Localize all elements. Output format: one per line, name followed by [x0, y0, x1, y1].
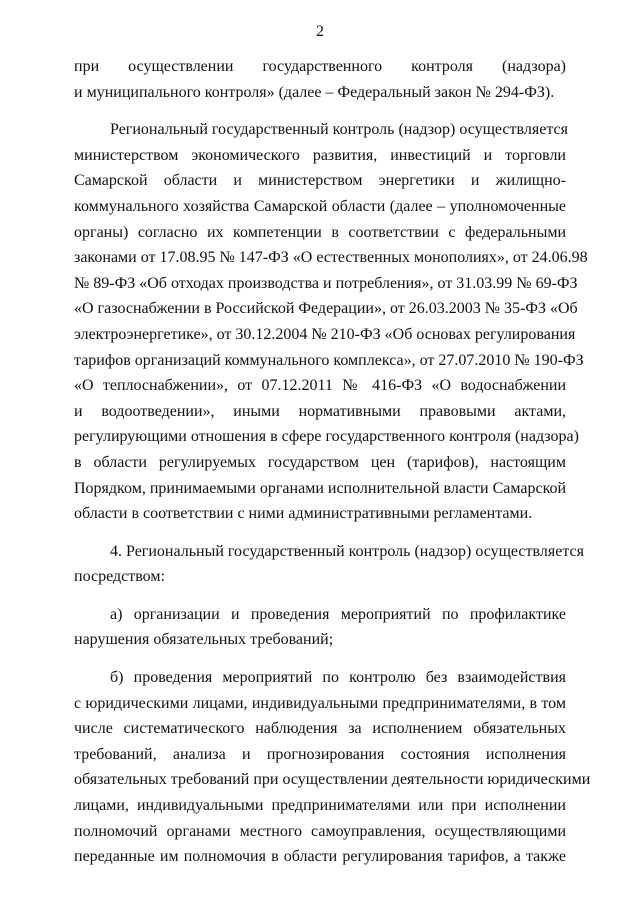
text-line: 4. Региональный государственный контроль (надзор) осуществляется: [110, 542, 584, 560]
text-line: Порядком, принимаемыми органами исполнительной власти Самарской: [74, 479, 567, 497]
text-line: Самарской области и министерством энергетики и жилищно-: [74, 172, 566, 190]
text-line: обязательных требований при осуществлении деятельности юридическими: [74, 771, 591, 789]
paragraph-3: [74, 539, 584, 590]
text-line: Региональный государственный контроль (надзор) осуществляется: [110, 121, 568, 139]
paragraph-5: [74, 665, 591, 870]
document-body: [74, 54, 591, 870]
text-line: «О газоснабжении в Российской Федерации», от 26.03.2003 № 35-ФЗ «Об: [74, 300, 578, 318]
text-line: требований, анализа и прогнозирования состояния исполнения: [74, 745, 566, 763]
text-line: № 89-ФЗ «Об отходах производства и потребления», от 31.03.99 № 69-ФЗ: [74, 274, 578, 292]
text-line: лицами, индивидуальными предпринимателями или при исполнении: [74, 797, 566, 815]
text-line: и водоотведении», иными нормативными правовыми актами,: [74, 402, 566, 420]
text-line: и муниципального контроля» (далее – Федеральный закон № 294-ФЗ).: [74, 83, 555, 101]
text-line: «О теплоснабжении», от 07.12.2011 № 416-ФЗ «О водоснабжении: [74, 377, 566, 395]
text-line: полномочий органами местного самоуправления, осуществляющими: [74, 822, 566, 840]
text-line: области в соответствии с ними административными регламентами.: [74, 505, 533, 523]
text-line: переданные им полномочия в области регулирования тарифов, а также: [74, 848, 566, 866]
text-line: в области регулируемых государством цен (тарифов), настоящим: [74, 453, 566, 471]
paragraph-2: [74, 117, 588, 527]
text-line: числе систематического наблюдения за исполнением обязательных: [74, 720, 566, 738]
text-line: а) организации и проведения мероприятий по профилактике: [110, 605, 566, 623]
text-line: коммунального хозяйства Самарской области (далее – уполномоченные: [74, 197, 566, 215]
text-line: министерством экономического развития, инвестиций и торговли: [74, 146, 566, 164]
text-line: при осуществлении государственного контроля (надзора): [74, 58, 566, 75]
text-line: посредством:: [74, 568, 165, 586]
page-number: 2: [316, 23, 324, 40]
text-line: электроэнергетике», от 30.12.2004 № 210-ФЗ «Об основах регулирования: [74, 325, 576, 343]
text-line: с юридическими лицами, индивидуальными предпринимателями, в том: [74, 694, 566, 712]
text-line: органы) согласно их компетенции в соответствии с федеральными: [74, 223, 566, 241]
paragraph-1: [74, 54, 566, 105]
text-line: нарушения обязательных требований;: [74, 631, 334, 649]
text-line: б) проведения мероприятий по контролю без взаимодействия: [110, 669, 566, 687]
paragraph-4: [74, 602, 566, 653]
text-line: законами от 17.08.95 № 147-ФЗ «О естественных монополиях», от 24.06.98: [74, 249, 588, 267]
text-line: тарифов организаций коммунального комплекса», от 27.07.2010 № 190-ФЗ: [74, 351, 584, 369]
text-line: регулирующими отношения в сфере государственного контроля (надзора): [74, 428, 579, 446]
